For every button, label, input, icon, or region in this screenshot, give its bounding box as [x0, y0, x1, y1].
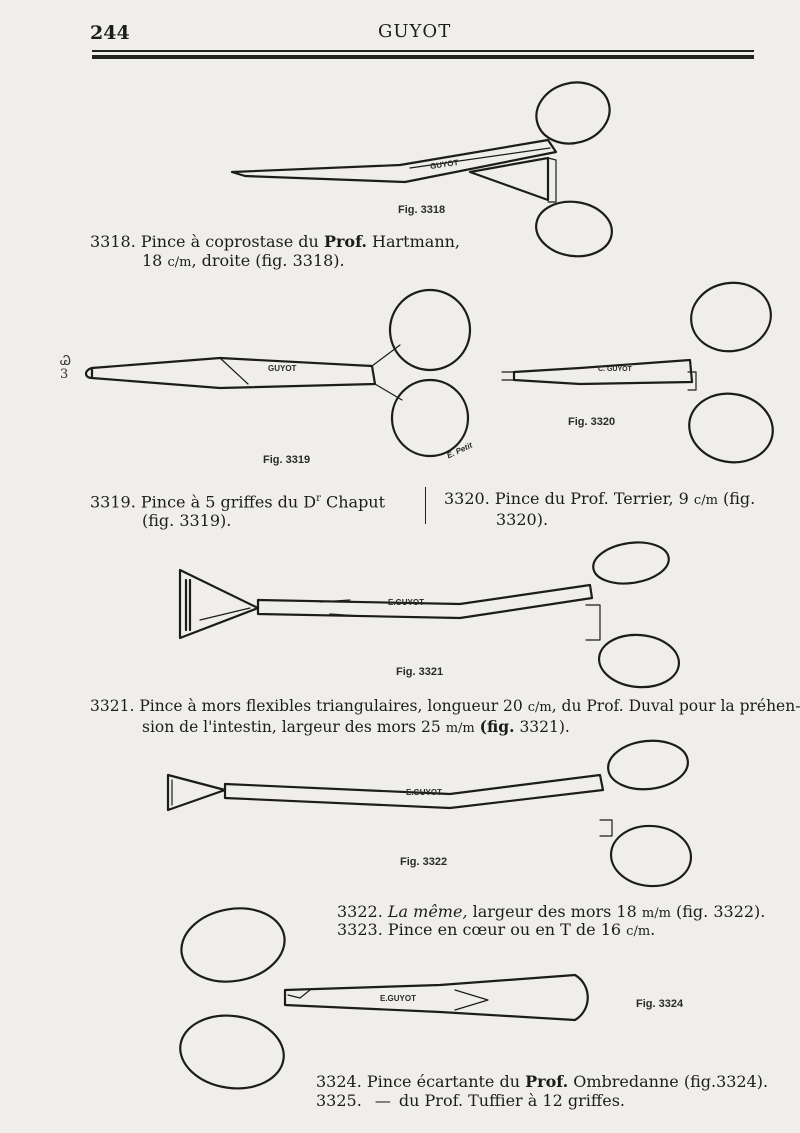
instrument-stamp-3319: GUYOT [268, 364, 297, 373]
unit-fraction: m/m [445, 721, 475, 736]
entry-text: (fig. [717, 489, 756, 508]
entry-italic: La même, [387, 902, 468, 921]
unit-fraction: c/m [527, 700, 552, 715]
figure-label-3322: Fig. 3322 [400, 856, 448, 868]
entry-3320 [444, 489, 755, 529]
entry-text: (fig. 3322). [670, 902, 766, 921]
entry-3319 [90, 489, 385, 530]
entry-text: Ombredanne (fig.3324). [568, 1072, 769, 1091]
entry-bold: Prof. [323, 232, 367, 251]
entry-3324 [316, 1072, 768, 1091]
entry-number: 3318. [90, 232, 136, 251]
entry-text: Pince à coprostase du [140, 232, 324, 251]
entry-text: Pince à mors flexibles triangulaires, longueur 20 [139, 697, 528, 715]
entry-text: du Prof. Tuffier à 12 griffes. [398, 1091, 625, 1110]
entry-number: 3321. [90, 697, 135, 715]
entry-number: 3322. [337, 902, 383, 921]
entry-number: 3320. [444, 489, 490, 508]
superscript: r [316, 493, 321, 504]
instrument-stamp-3320: C. GUYOT [598, 366, 632, 373]
column-divider [425, 487, 426, 524]
unit-fraction: c/m [693, 493, 718, 508]
entry-text: 3321). [514, 718, 570, 736]
entry-text: Pince écartante du [366, 1072, 526, 1091]
entry-number: 3324. [316, 1072, 362, 1091]
entry-text: 3320). [496, 510, 549, 529]
entry-number: 3319. [90, 492, 136, 512]
entry-bold: Prof. [525, 1072, 569, 1091]
unit-fraction: m/m [641, 906, 671, 921]
entry-3325 [316, 1091, 625, 1110]
entry-text: Chaput [320, 492, 386, 512]
entry-number: 3325. [316, 1091, 362, 1110]
entry-text: , du Prof. Duval pour la préhen- [551, 697, 800, 715]
entry-3323 [337, 920, 655, 941]
instrument-stamp-3318: GUYOT [429, 158, 459, 171]
unit-fraction: c/m [167, 255, 192, 270]
entry-3318 [90, 232, 460, 272]
forceps-illustration-3320 [502, 277, 778, 469]
entry-text: 18 [142, 251, 168, 270]
entry-text: Pince à 5 griffes du D [140, 492, 317, 512]
ditto-dash: — [374, 1091, 391, 1110]
instrument-stamp-3324: E.GUYOT [380, 994, 417, 1003]
unit-fraction: c/m [626, 924, 651, 939]
page-number: 244 [90, 22, 130, 44]
instrument-stamp-3322: E.GUYOT [406, 788, 443, 797]
instrument-stamp-3321: E.GUYOT [388, 598, 425, 607]
forceps-illustration-3319 [86, 290, 470, 456]
entry-text: Hartmann, [366, 232, 461, 251]
entry-text: . [650, 920, 656, 939]
entry-text: (fig. 3319). [142, 511, 232, 531]
entry-text: Pince du Prof. Terrier, 9 [494, 489, 694, 508]
figure-label-3319: Fig. 3319 [263, 454, 311, 466]
engraver-signature: E. Petit [445, 440, 474, 461]
figure-label-3320: Fig. 3320 [568, 416, 616, 428]
figure-label-3318: Fig. 3318 [398, 204, 446, 216]
margin-annotation: Ꮚ 3 [60, 354, 71, 382]
entry-text: largeur des mors 18 [467, 902, 642, 921]
entry-text: Pince en cœur ou en T de 16 [387, 920, 627, 939]
running-title: GUYOT [378, 21, 452, 42]
figure-label-3321: Fig. 3321 [396, 666, 444, 678]
entry-text: sion de l'intestin, largeur des mors 25 [142, 718, 446, 736]
entry-bold: (fig. [479, 717, 515, 736]
entry-number: 3323. [337, 920, 383, 939]
figure-label-3324: Fig. 3324 [636, 998, 684, 1010]
entry-3321 [90, 697, 800, 738]
entry-text: , droite (fig. 3318). [191, 251, 345, 270]
